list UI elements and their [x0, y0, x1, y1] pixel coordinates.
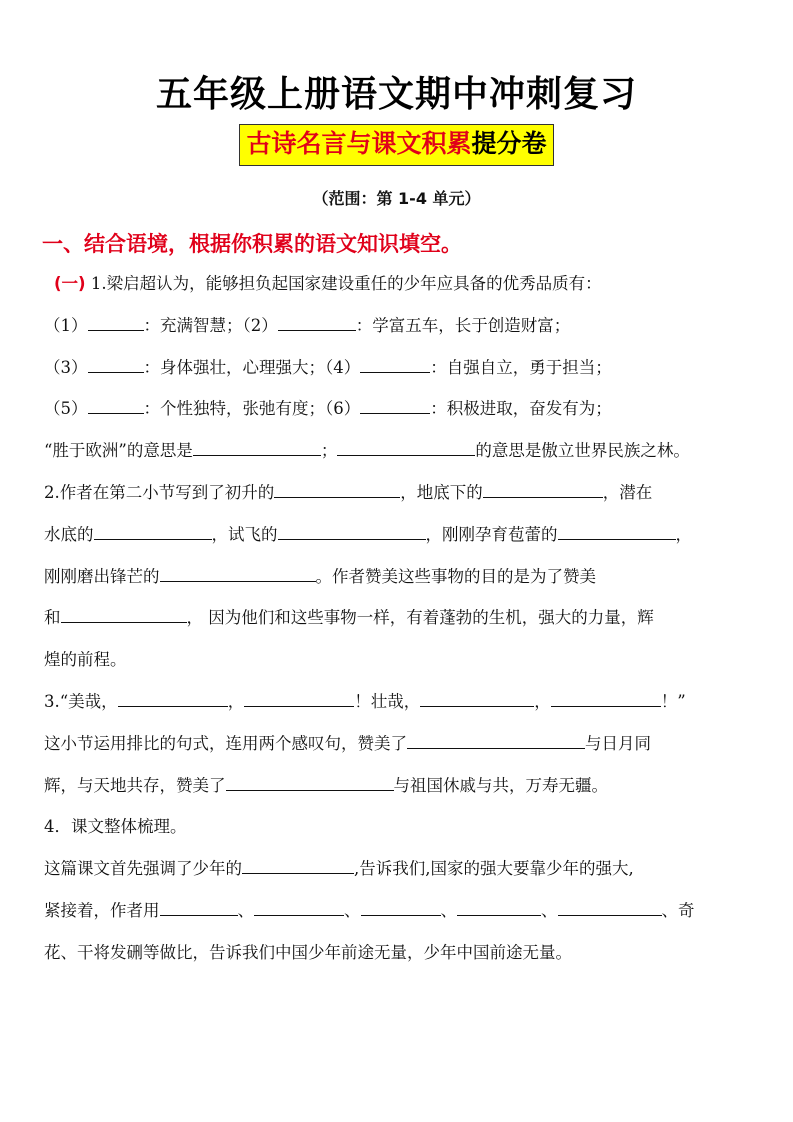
text: ：学富五车，长于创造财富；	[355, 315, 571, 335]
line-1	[44, 268, 756, 310]
page-title: 五年级上册语文期中冲刺复习	[155, 74, 637, 115]
text: ：积极进取，奋发有为；	[430, 399, 612, 419]
text: 与祖国休戚与共，万寿无疆。	[393, 775, 608, 795]
answer-blank[interactable]	[551, 688, 661, 707]
answer-blank[interactable]	[483, 479, 603, 498]
text: 、	[237, 900, 254, 920]
answer-blank[interactable]	[278, 312, 356, 331]
text: 水底的	[44, 524, 94, 544]
text: 花、干将发硎等做比，告诉我们中国少年前途无量，少年中国前途无量。	[44, 942, 572, 962]
subtitle-red-text: 古诗名言与课文积累	[246, 129, 472, 158]
text: （3）	[44, 357, 88, 377]
text: ：自强自立，勇于担当；	[430, 357, 612, 377]
text: 、	[440, 900, 457, 920]
answer-blank[interactable]	[278, 521, 426, 540]
text: （5）	[44, 399, 88, 419]
text: ，潜在	[602, 482, 653, 502]
question-body	[44, 268, 756, 979]
answer-blank[interactable]	[420, 688, 534, 707]
line-6	[44, 477, 756, 519]
answer-blank[interactable]	[457, 897, 541, 916]
answer-blank[interactable]	[337, 437, 475, 456]
answer-blank[interactable]	[558, 897, 662, 916]
text: 、	[344, 900, 361, 920]
answer-blank[interactable]	[360, 395, 430, 414]
text: 、	[541, 900, 558, 920]
text: 与日月同	[585, 733, 651, 753]
text: ：个性独特，张弛有度；（6）	[143, 399, 361, 419]
text: 4．课文整体梳理。	[44, 817, 187, 837]
scope-note: （范围：第 1-4 单元）	[312, 189, 481, 208]
answer-blank[interactable]	[94, 521, 212, 540]
answer-blank[interactable]	[254, 897, 344, 916]
subtitle-black-text: 提分卷	[471, 129, 547, 158]
q1-text: 1.梁启超认为，能够担负起国家建设重任的少年应具备的优秀品质有：	[90, 274, 602, 293]
line-7	[44, 519, 756, 561]
answer-blank[interactable]	[88, 312, 144, 331]
line-2	[44, 310, 756, 352]
text: ！壮哉，	[354, 691, 421, 711]
line-17	[44, 937, 756, 979]
answer-blank[interactable]	[244, 688, 354, 707]
text: 这小节运用排比的句式，连用两个感叹句，赞美了	[44, 733, 407, 753]
line-16	[44, 895, 756, 937]
line-15	[44, 853, 756, 895]
text: 这篇课文首先强调了少年的	[44, 859, 242, 879]
line-9	[44, 602, 756, 644]
answer-blank[interactable]	[360, 354, 430, 373]
answer-blank[interactable]	[274, 479, 400, 498]
answer-blank[interactable]	[558, 521, 676, 540]
text: 的意思是傲立世界民族之林。	[475, 441, 690, 461]
text: 3.“美哉，	[44, 691, 118, 711]
answer-blank[interactable]	[88, 395, 144, 414]
text: ，试飞的	[211, 524, 278, 544]
text: ；	[320, 441, 338, 461]
answer-blank[interactable]	[407, 730, 585, 749]
answer-blank[interactable]	[160, 563, 316, 582]
answer-blank[interactable]	[118, 688, 228, 707]
subtitle-banner	[0, 124, 793, 166]
text: （1）	[44, 315, 88, 335]
answer-blank[interactable]	[88, 354, 144, 373]
subtitle-box	[239, 124, 553, 166]
text: ：身体强壮，心理强大；（4）	[143, 357, 361, 377]
text: 紧接着，作者用	[44, 900, 160, 920]
answer-blank[interactable]	[226, 772, 394, 791]
line-14	[44, 811, 756, 853]
text: ，	[227, 691, 245, 711]
text: ：充满智慧；（2）	[143, 315, 278, 335]
text: 辉，与天地共存，赞美了	[44, 775, 226, 795]
answer-blank[interactable]	[193, 437, 321, 456]
answer-blank[interactable]	[361, 897, 441, 916]
line-4	[44, 393, 756, 435]
answer-blank[interactable]	[61, 604, 187, 623]
text: 。作者赞美这些事物的目的是为了赞美	[315, 566, 596, 586]
text: ！”	[660, 691, 686, 711]
line-3	[44, 352, 756, 394]
line-13	[44, 770, 756, 812]
text: 、奇	[661, 900, 695, 920]
text: “胜于欧洲”的意思是	[44, 441, 193, 461]
line-11	[44, 686, 756, 728]
part-one-label: (一)	[54, 274, 86, 293]
line-12	[44, 728, 756, 770]
text: 刚刚磨出锋芒的	[44, 566, 160, 586]
text: ，刚刚孕育苞蕾的	[425, 524, 558, 544]
text: ，	[675, 524, 692, 544]
text: 和	[44, 608, 61, 628]
text: ,告诉我们,国家的强大要靠少年的强大,	[354, 859, 634, 879]
text: ， 因为他们和这些事物一样，有着蓬勃的生机，强大的力量，辉	[186, 608, 654, 628]
text: 2.作者在第二小节写到了初升的	[44, 482, 275, 502]
text: ，	[534, 691, 551, 711]
line-5	[44, 435, 756, 477]
answer-blank[interactable]	[242, 855, 354, 874]
text: 煌的前程。	[44, 650, 127, 670]
answer-blank[interactable]	[160, 897, 238, 916]
section-heading: 一、结合语境，根据你积累的语文知识填空。	[42, 232, 462, 256]
line-8	[44, 561, 756, 603]
line-10	[44, 644, 756, 686]
text: ，地底下的	[400, 482, 483, 502]
